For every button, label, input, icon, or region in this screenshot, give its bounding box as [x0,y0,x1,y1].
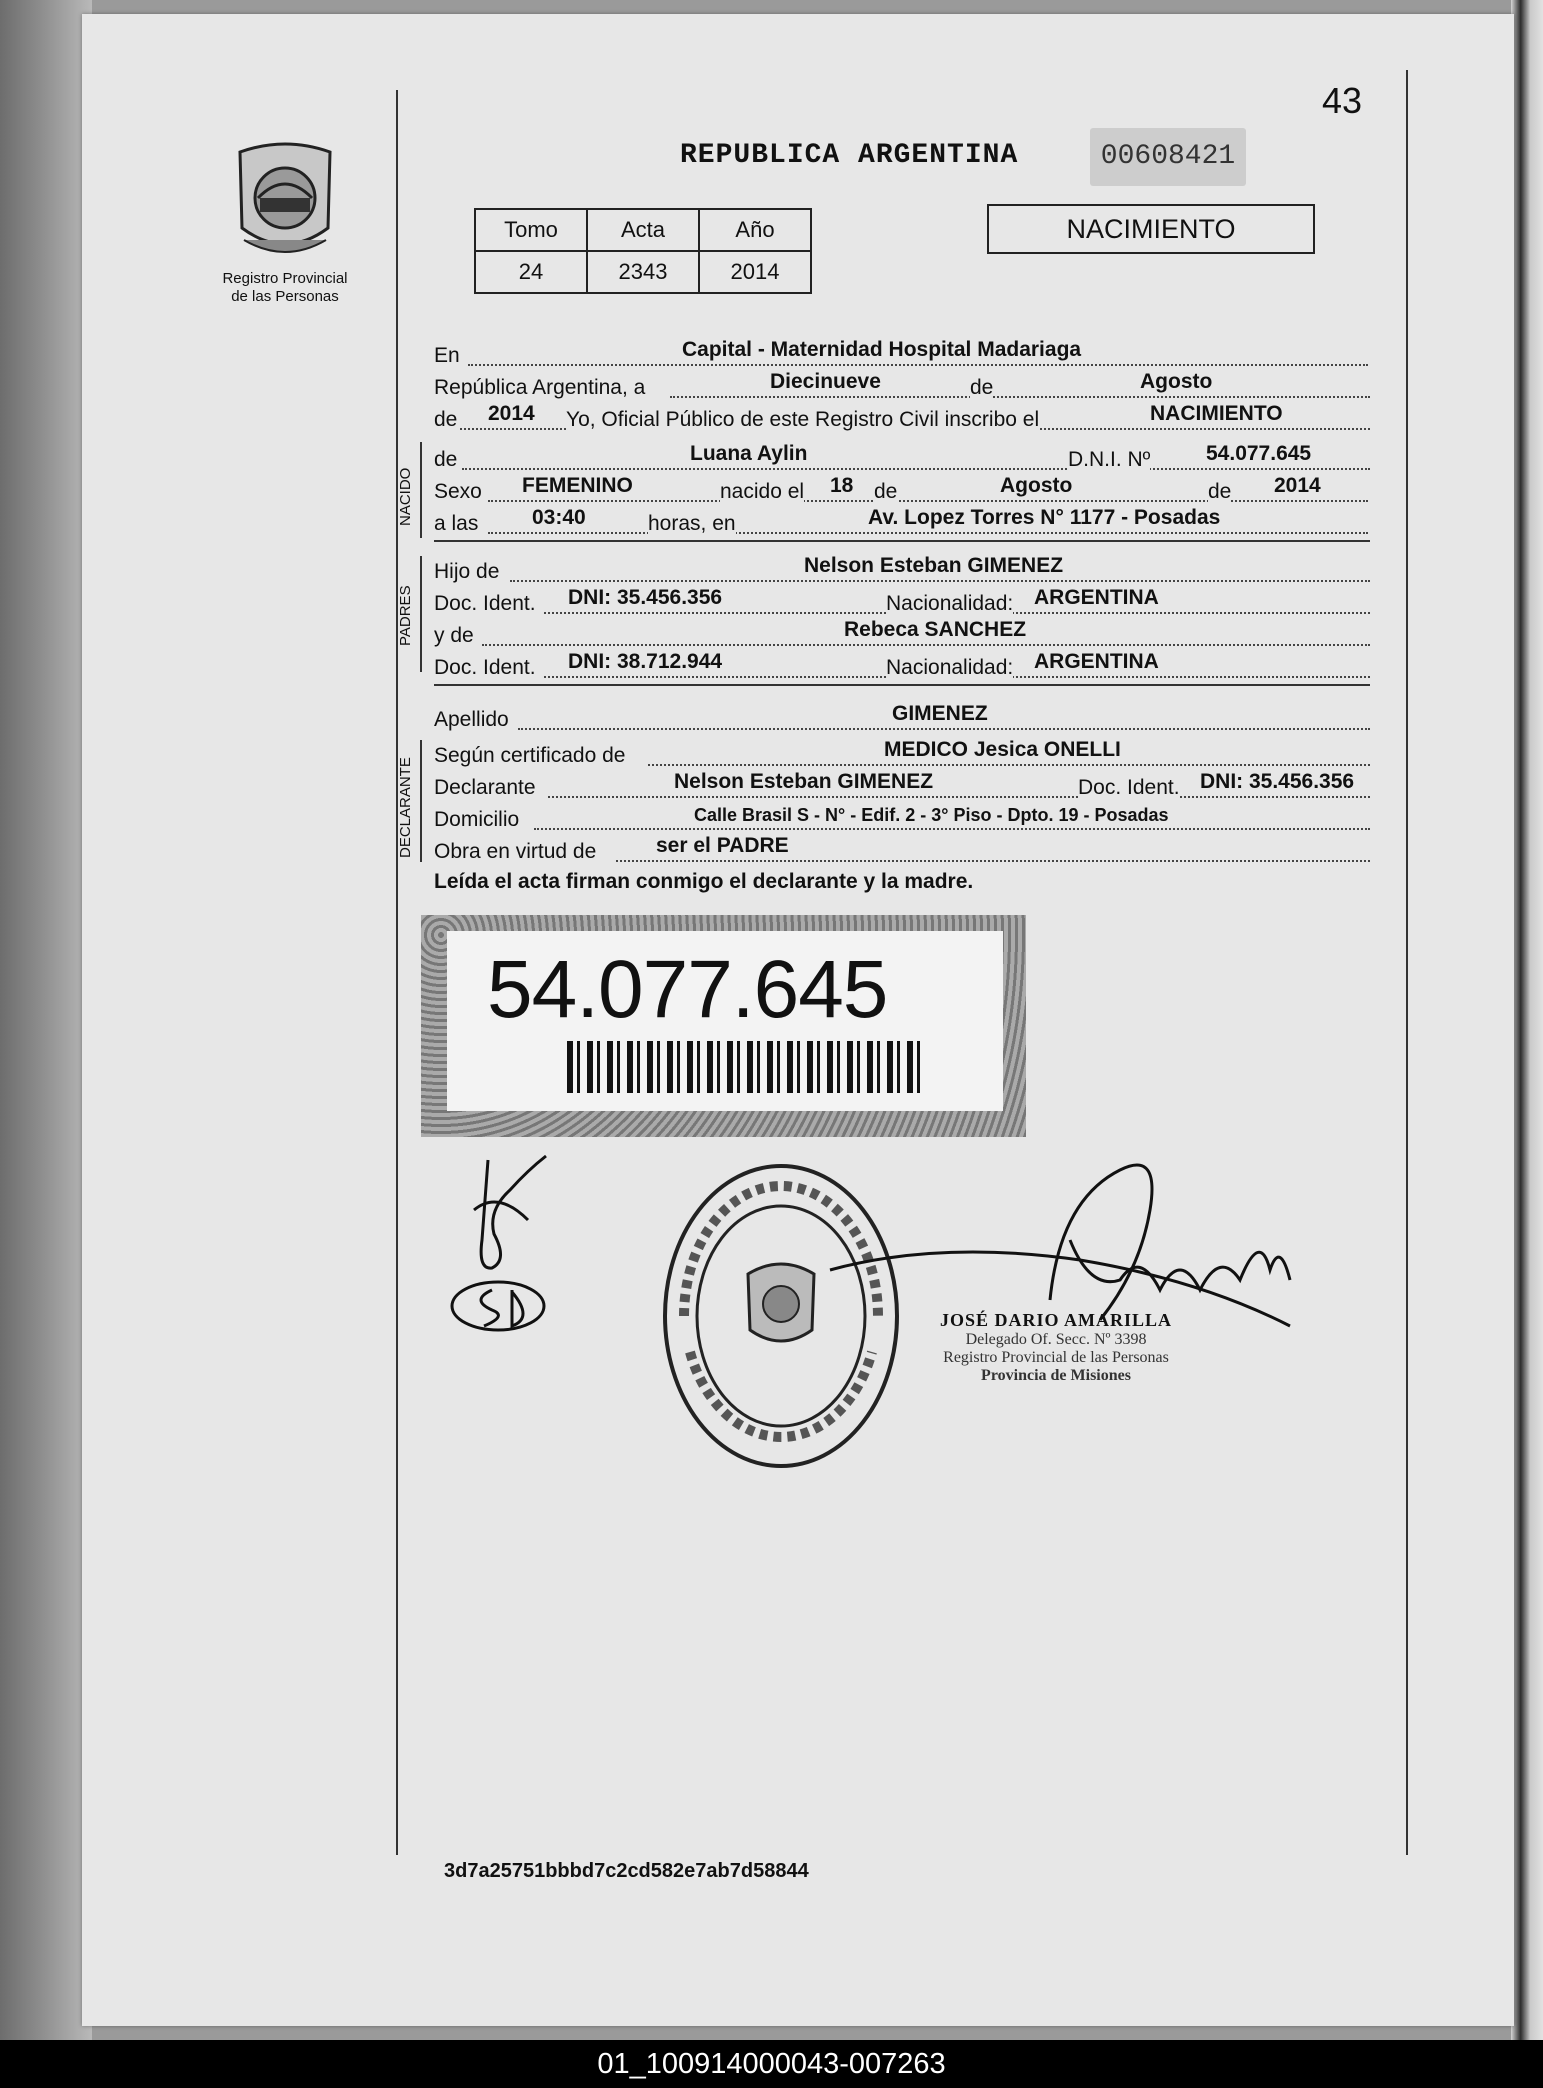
register-table [474,208,812,294]
value-event: NACIMIENTO [1150,402,1283,425]
dotted-rule [488,500,1368,502]
line-apellido [434,704,1370,736]
line-certificado [434,740,1370,772]
value-father-nat: ARGENTINA [1034,586,1159,609]
label-de-year: de [434,408,458,431]
register-value-acta: 2343 [587,251,699,293]
value-mother-name: Rebeca SANCHEZ [844,618,1027,641]
section-rule [434,684,1370,686]
value-child-name: Luana Aylin [690,442,808,465]
line-name [434,444,1370,476]
document-hash: 3d7a25751bbbd7c2cd582e7ab7d58844 [444,1860,809,1882]
label-segun: Según certificado de [434,744,626,767]
value-father-doc: DNI: 35.456.356 [568,586,723,609]
value-obra: ser el PADRE [656,834,789,857]
scan-edge-right [1511,0,1543,2040]
dotted-rule [510,580,1370,582]
value-birth-place: Av. Lopez Torres N° 1177 - Posadas [868,506,1221,529]
line-mother [434,620,1370,652]
label-a-las: a las [434,512,479,535]
label-sexo: Sexo [434,480,482,503]
label-nacido-el: nacido el [720,480,805,503]
right-margin-rule [1406,70,1408,1855]
file-id-bar: 01_100914000043-007263 [0,2040,1543,2088]
label-obra: Obra en virtud de [434,840,597,863]
section-nacido: NACIDO [397,467,414,526]
label-declarante: Declarante [434,776,536,799]
register-value-tomo: 24 [475,251,587,293]
value-birth-month: Agosto [1000,474,1073,497]
label-doc-ident: Doc. Ident. [434,592,536,615]
officer-name: JOSÉ DARIO AMARILLA [940,1310,1173,1330]
line-mother-doc [434,652,1370,684]
value-certificado: MEDICO Jesica ONELLI [884,738,1121,761]
label-domicilio: Domicilio [434,808,520,831]
label-hijo-de: Hijo de [434,560,500,583]
line-father [434,556,1370,588]
value-mother-nat: ARGENTINA [1034,650,1159,673]
line-birth [434,476,1370,508]
label-doc-ident-3: Doc. Ident. [1078,776,1180,799]
left-margin-rule [396,90,398,1855]
line-place [434,340,1370,372]
record-type-box: NACIMIENTO [987,204,1315,254]
page-number: 43 [1322,80,1363,121]
label-officer: Yo, Oficial Público de este Registro Civil inscribo el [566,408,1040,431]
dotted-rule [518,728,1370,730]
registry-caption [200,270,370,306]
section-rule [434,540,1370,542]
registry-caption-line2: de las Personas [231,288,339,305]
dotted-rule [488,532,1368,534]
register-header-tomo: Tomo [475,209,587,251]
value-year: 2014 [488,402,535,425]
dotted-rule [462,468,1370,470]
value-father-name: Nelson Esteban GIMENEZ [804,554,1064,577]
label-apellido: Apellido [434,708,509,731]
register-header-anio: Año [699,209,811,251]
label-y-de: y de [434,624,474,647]
declarante-bracket [420,740,422,862]
line-obra [434,836,1370,868]
value-time: 03:40 [532,506,586,529]
barcode [567,1041,927,1093]
label-en: En [434,344,460,367]
label-de-year2: de [1208,480,1232,503]
line-father-doc [434,588,1370,620]
value-month: Agosto [1140,370,1213,393]
label-doc-ident-2: Doc. Ident. [434,656,536,679]
id-sticker [421,915,1026,1137]
province-logo [230,140,340,264]
value-declarante-name: Nelson Esteban GIMENEZ [674,770,934,793]
value-mother-doc: DNI: 38.712.944 [568,650,723,673]
value-place: Capital - Maternidad Hospital Madariaga [682,338,1082,361]
serial-number: 00608421 [1090,128,1246,186]
officer-stamp [940,1310,1172,1385]
register-value-anio: 2014 [699,251,811,293]
value-birth-year: 2014 [1274,474,1321,497]
value-sexo: FEMENINO [522,474,633,497]
dotted-rule [670,396,1370,398]
country-heading: REPUBLICA ARGENTINA [680,140,1019,171]
id-sticker-number: 54.077.645 [487,944,888,1035]
label-nacionalidad-2: Nacionalidad: [886,656,1014,679]
label-horas: horas, en [648,512,736,535]
officer-title: Delegado Of. Secc. Nº 3398 [965,1331,1147,1348]
nacido-bracket [420,442,422,538]
dotted-rule [548,796,1370,798]
line-date [434,372,1370,404]
line-time [434,508,1370,540]
label-de-month: de [874,480,898,503]
line-declarante [434,772,1370,804]
register-header-acta: Acta [587,209,699,251]
officer-office: Registro Provincial de las Personas [943,1349,1169,1366]
dotted-rule [482,644,1370,646]
label-nacionalidad: Nacionalidad: [886,592,1014,615]
line-officer [434,404,1370,436]
value-declarante-doc: DNI: 35.456.356 [1200,770,1355,793]
label-dni: D.N.I. Nº [1068,448,1151,471]
dotted-rule [648,764,1370,766]
registry-caption-line1: Registro Provincial [222,270,348,287]
label-republica: República Argentina, a [434,376,646,399]
padres-bracket [420,556,422,672]
value-day-words: Diecinueve [770,370,881,393]
dotted-rule [468,364,1368,366]
id-sticker-label [447,931,1003,1111]
value-domicilio: Calle Brasil S - N° - Edif. 2 - 3° Piso - Dpto. 19 - Posadas [694,805,1169,825]
line-domicilio [434,804,1370,836]
closing-note: Leída el acta firman conmigo el declarante y la madre. [434,870,974,893]
value-apellido: GIMENEZ [892,702,988,725]
officer-province: Provincia de Misiones [981,1367,1131,1384]
handwritten-initials [448,1150,558,1340]
label-de-name: de [434,448,458,471]
scan-edge-left [0,0,92,2040]
section-padres: PADRES [397,585,414,646]
value-birth-day: 18 [830,474,854,497]
dotted-rule [616,860,1370,862]
dotted-rule [534,828,1370,830]
section-declarante: DECLARANTE [397,757,414,858]
label-de: de [970,376,994,399]
value-child-dni: 54.077.645 [1206,442,1312,465]
